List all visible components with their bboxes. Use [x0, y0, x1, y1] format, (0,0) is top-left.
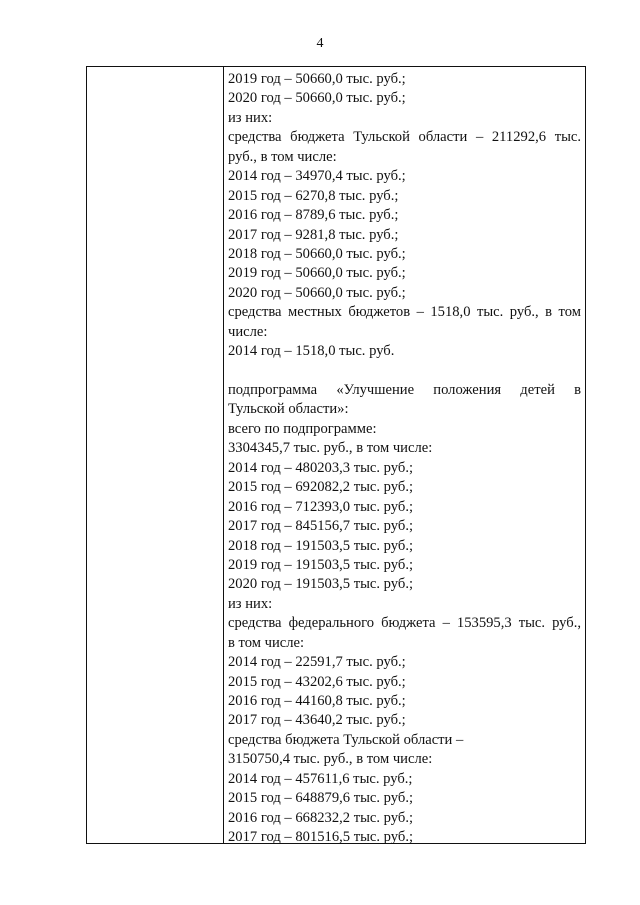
text-line: 2020 год – 50660,0 тыс. руб.;: [228, 90, 406, 107]
text-line: 2014 год – 34970,4 тыс. руб.;: [228, 168, 406, 185]
text-line: 2015 год – 43202,6 тыс. руб.;: [228, 673, 406, 690]
program-table: [86, 66, 586, 844]
text-line: средства бюджета Тульской области – 211292,6 тыс.: [228, 129, 581, 146]
text-line: 2020 год – 191503,5 тыс. руб.;: [228, 576, 414, 593]
text-line: средства местных бюджетов – 1518,0 тыс. руб., в том: [228, 304, 581, 321]
text-line: 2016 год – 668232,2 тыс. руб.;: [228, 809, 414, 826]
text-line: 2015 год – 648879,6 тыс. руб.;: [228, 790, 414, 807]
text-line: руб., в том числе:: [228, 148, 337, 165]
text-line: всего по подпрограмме:: [228, 420, 377, 437]
text-line: 2016 год – 8789,6 тыс. руб.;: [228, 207, 399, 224]
text-line: числе:: [228, 323, 268, 340]
page-number: 4: [316, 36, 324, 51]
text-line: 2019 год – 50660,0 тыс. руб.;: [228, 71, 406, 87]
table-left-cell: [87, 67, 223, 843]
text-line: из них:: [228, 595, 273, 612]
text-line: средства бюджета Тульской области –: [228, 731, 464, 748]
text-line: 2014 год – 22591,7 тыс. руб.;: [228, 654, 406, 671]
text-line: 2016 год – 44160,8 тыс. руб.;: [228, 693, 406, 709]
blank-line: [228, 362, 581, 381]
text-line: 2014 год – 1518,0 тыс. руб.: [228, 343, 395, 360]
text-line: 2019 год – 50660,0 тыс. руб.;: [228, 265, 406, 282]
text-line: 2017 год – 43640,2 тыс. руб.;: [228, 712, 406, 729]
text-line: в том числе:: [228, 634, 305, 651]
text-line: 2014 год – 480203,3 тыс. руб.;: [228, 459, 414, 476]
text-line: 2017 год – 9281,8 тыс. руб.;: [228, 226, 399, 243]
text-line: 2015 год – 692082,2 тыс. руб.;: [228, 479, 414, 496]
text-line: 3304345,7 тыс. руб., в том числе:: [228, 440, 433, 457]
text-line: 3150750,4 тыс. руб., в том числе:: [228, 751, 433, 768]
text-line: 2014 год – 457611,6 тыс. руб.;: [228, 770, 413, 787]
column-divider: [223, 67, 224, 843]
text-line: 2017 год – 801516,5 тыс. руб.;: [228, 829, 414, 846]
text-line: средства федерального бюджета – 153595,3 тыс. руб.,: [228, 615, 581, 632]
text-line: 2019 год – 191503,5 тыс. руб.;: [228, 556, 414, 573]
text-line: подпрограмма «Улучшение положения детей в: [228, 382, 581, 398]
text-line: 2016 год – 712393,0 тыс. руб.;: [228, 498, 414, 515]
text-line: 2015 год – 6270,8 тыс. руб.;: [228, 187, 399, 204]
text-line: 2020 год – 50660,0 тыс. руб.;: [228, 284, 406, 301]
text-line: Тульской области»:: [228, 401, 349, 418]
table-right-cell: [228, 70, 581, 848]
text-line: из них:: [228, 109, 273, 126]
text-line: 2018 год – 191503,5 тыс. руб.;: [228, 537, 414, 554]
text-line: 2018 год – 50660,0 тыс. руб.;: [228, 245, 406, 262]
text-line: 2017 год – 845156,7 тыс. руб.;: [228, 518, 414, 535]
